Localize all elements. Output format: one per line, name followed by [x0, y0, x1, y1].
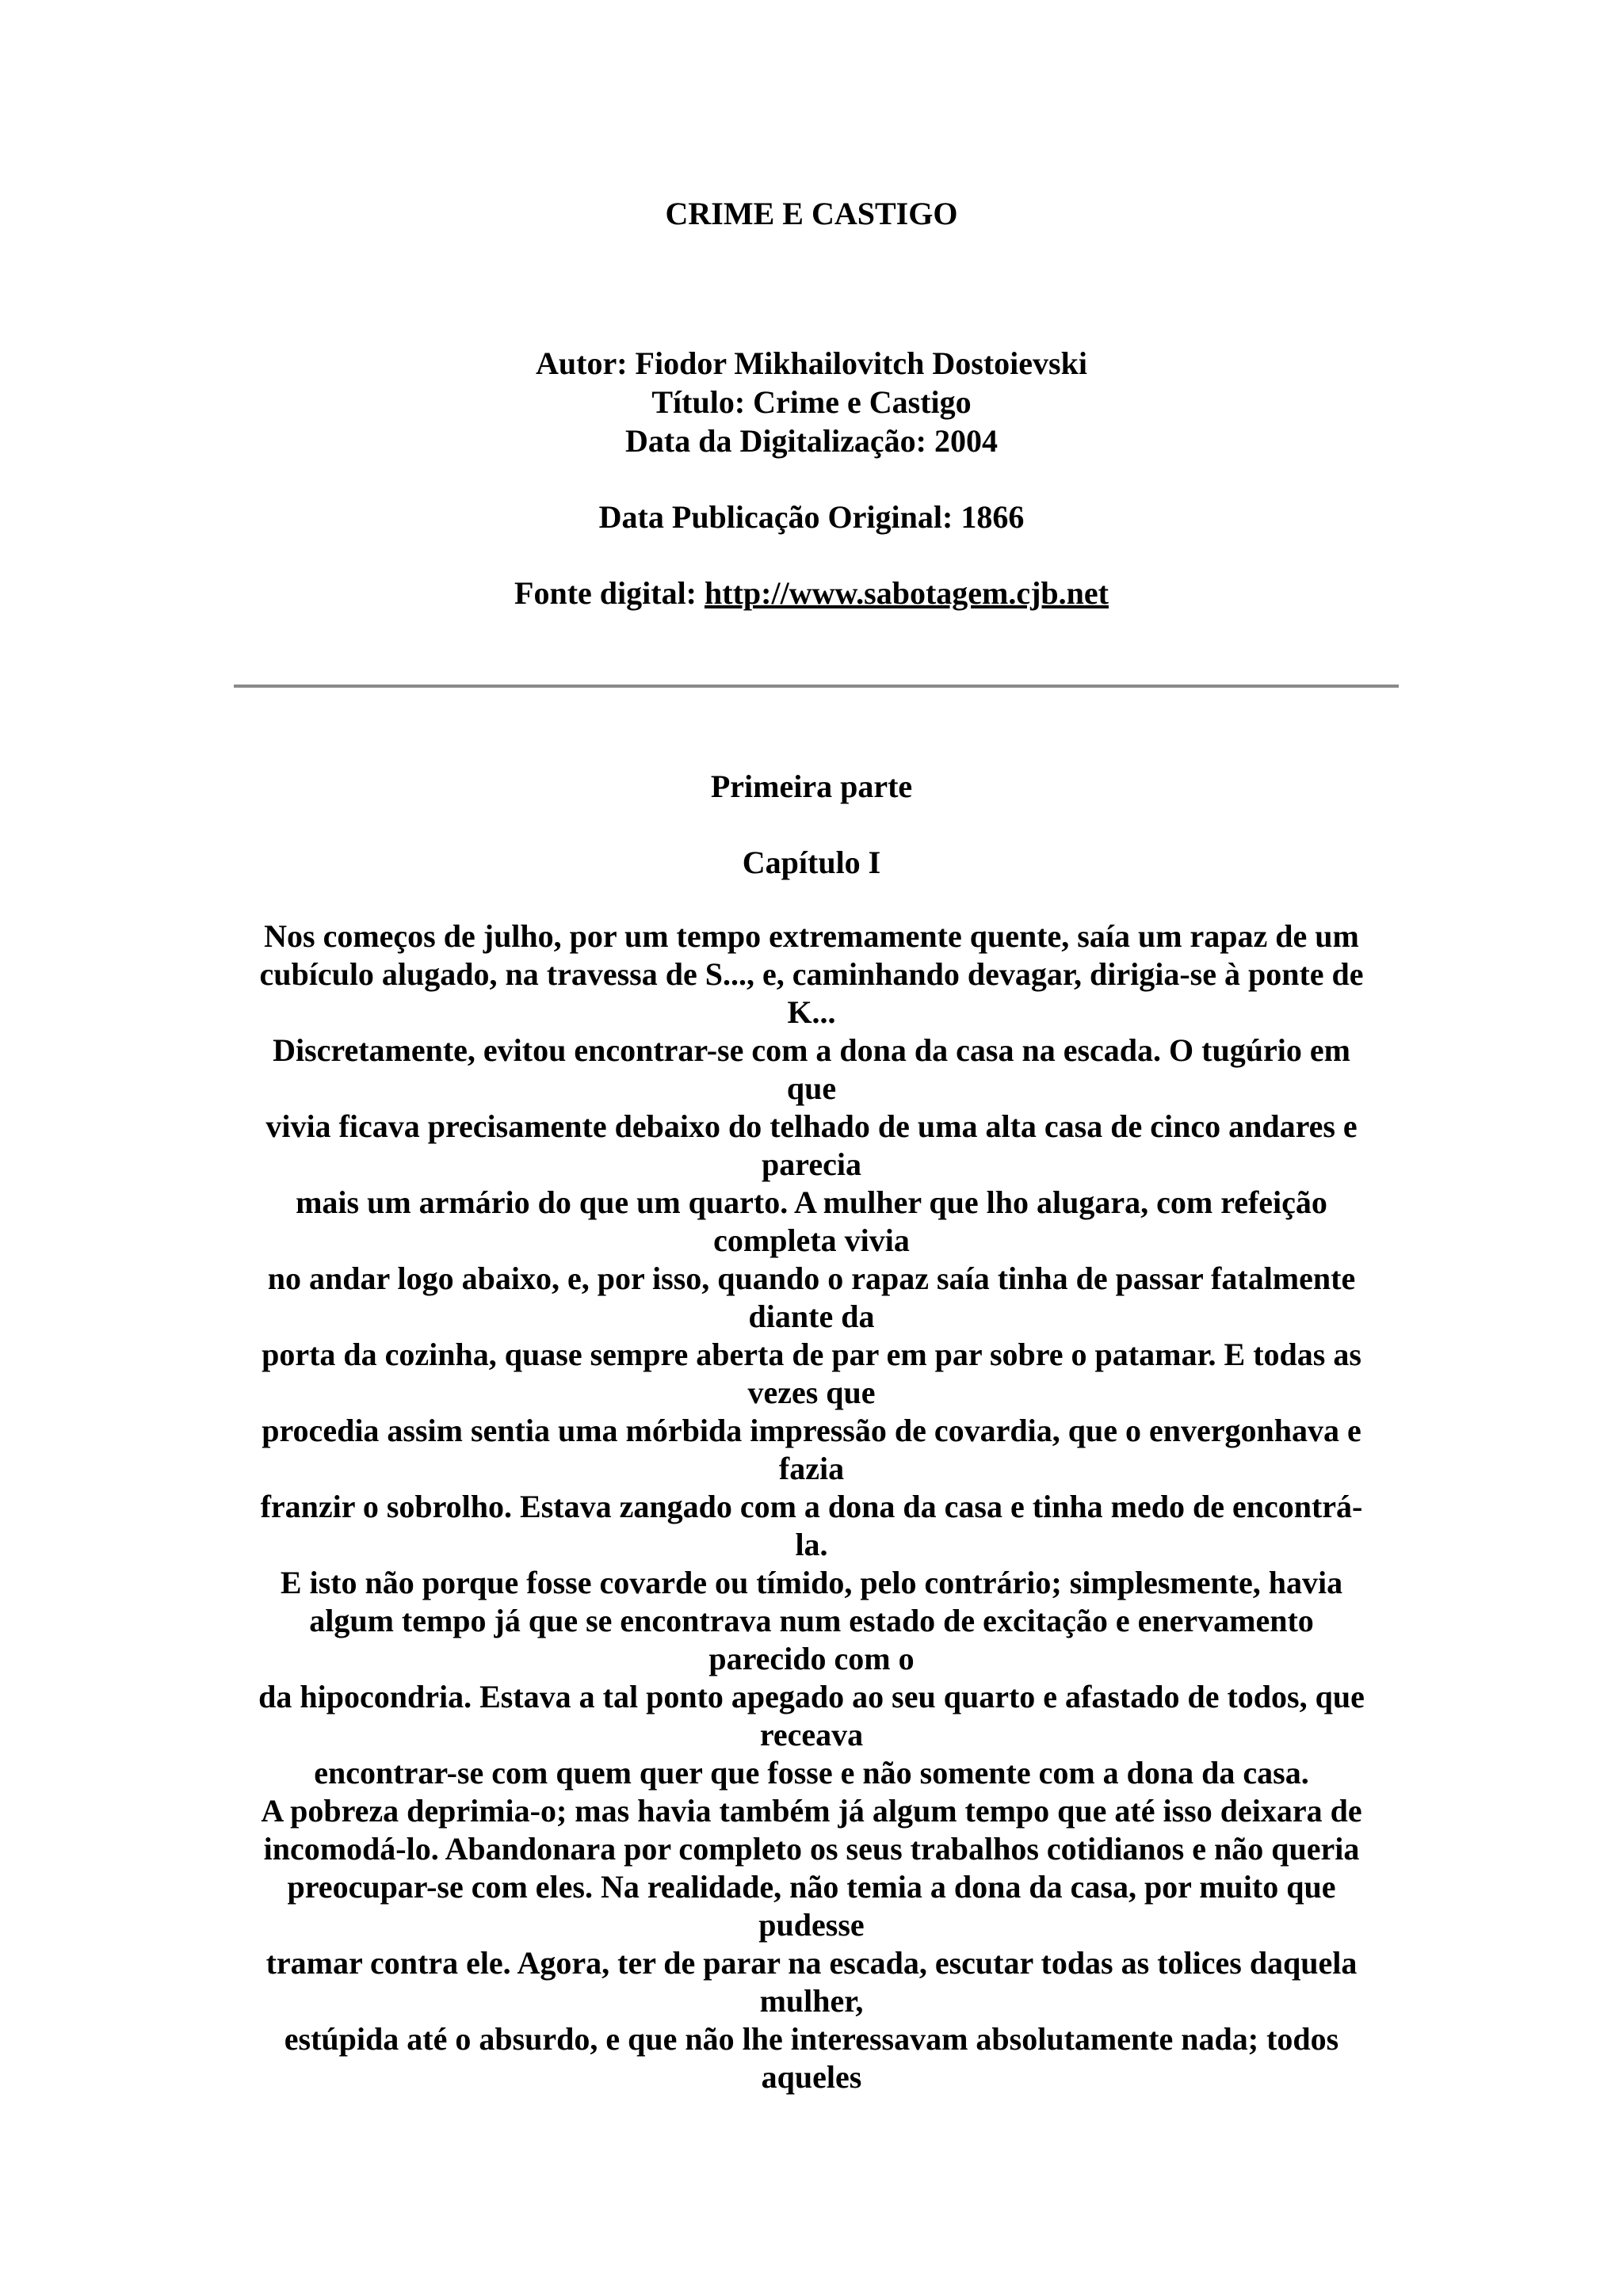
text-line: Nos começos de julho, por um tempo extremamente quente, saía um rapaz de um [264, 918, 1359, 954]
text-line: parecia [762, 1146, 861, 1182]
text-line: completa vivia [713, 1222, 910, 1258]
text-line: encontrar-se com quem quer que fosse e não somente com a dona da casa. [314, 1755, 1309, 1791]
text-line: fazia [778, 1451, 845, 1486]
text-line: aqueles [761, 2059, 862, 2095]
source-link[interactable]: http://www.sabotagem.cjb.net [705, 575, 1109, 611]
part-heading: Primeira parte [710, 769, 913, 804]
text-line: vezes que [747, 1375, 876, 1410]
work-title-line: Título: Crime e Castigo [651, 384, 972, 420]
horizontal-divider [234, 685, 1399, 688]
text-line: vivia ficava precisamente debaixo do telhado de uma alta casa de cinco andares e [265, 1108, 1358, 1144]
text-line: procedia assim sentia uma mórbida impressão de covardia, que o envergonhava e [262, 1413, 1361, 1448]
text-line: Discretamente, evitou encontrar-se com a dona da casa na escada. O tugúrio em [273, 1032, 1350, 1068]
text-line: estúpida até o absurdo, e que não lhe interessavam absolutamente nada; todos [284, 2021, 1339, 2057]
text-line: parecido com o [708, 1641, 915, 1676]
text-line: mulher, [759, 1983, 864, 2019]
book-title: CRIME E CASTIGO [665, 196, 958, 231]
text-line: que [786, 1070, 837, 1106]
text-line: preocupar-se com eles. Na realidade, não temia a dona da casa, por muito que [287, 1869, 1336, 1905]
text-line: pudesse [758, 1907, 865, 1943]
text-line: franzir o sobrolho. Estava zangado com a dona da casa e tinha medo de encontrá- [260, 1489, 1363, 1524]
text-line: algum tempo já que se encontrava num estado de excitação e enervamento [309, 1603, 1314, 1638]
source-label: Fonte digital: [514, 575, 705, 611]
text-line: tramar contra ele. Agora, ter de parar na escada, escutar todas as tolices daquela [265, 1945, 1358, 1981]
text-line: la. [795, 1527, 828, 1562]
text-line: mais um armário do que um quarto. A mulher que lho alugara, com refeição [296, 1184, 1327, 1220]
text-line: no andar logo abaixo, e, por isso, quando o rapaz saía tinha de passar fatalmente [267, 1261, 1356, 1296]
text-line: porta da cozinha, quase sempre aberta de par em par sobre o patamar. E todas as [262, 1337, 1361, 1372]
author-line: Autor: Fiodor Mikhailovitch Dostoievski [536, 345, 1087, 381]
text-line: incomodá-lo. Abandonara por completo os seus trabalhos cotidianos e não queria [263, 1831, 1360, 1867]
text-line: diante da [748, 1299, 875, 1334]
text-line: A pobreza deprimia-o; mas havia também já algum tempo que até isso deixara de [261, 1793, 1362, 1829]
text-line: da hipocondria. Estava a tal ponto apegado ao seu quarto e afastado de todos, que [258, 1679, 1365, 1714]
text-line: E isto não porque fosse covarde ou tímido, pelo contrário; simplesmente, havia [280, 1565, 1343, 1600]
text-line: K... [787, 994, 836, 1030]
text-line: receava [759, 1717, 864, 1753]
chapter-heading: Capítulo I [742, 845, 881, 880]
metadata-block [0, 344, 1623, 612]
digitization-date-line: Data da Digitalização: 2004 [625, 423, 998, 459]
chapter-text [0, 917, 1623, 2096]
source-line [0, 574, 1623, 612]
publication-date-line: Data Publicação Original: 1866 [598, 499, 1025, 535]
text-line: cubículo alugado, na travessa de S..., e, caminhando devagar, dirigia-se à ponte de [259, 956, 1364, 992]
